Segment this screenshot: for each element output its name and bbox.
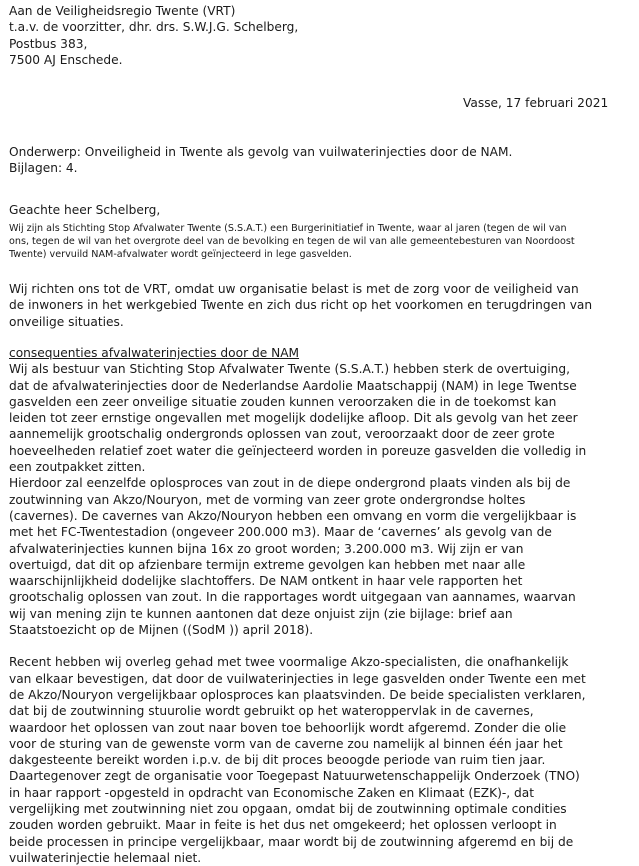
paragraph-spacer bbox=[9, 638, 635, 654]
paragraph-line: Wij als bestuur van Stichting Stop Afvalwater Twente (S.S.A.T.) hebben sterk de overtuiging, bbox=[9, 362, 570, 377]
paragraph-line: vergelijking met zoutwinning niet zou opgaan, omdat bij de zoutwinning optimale condities bbox=[9, 802, 567, 817]
paragraph-line: beide processen in principe vergelijkbaar, maar wordt bij de zoutwinning afgeremd en bij de bbox=[9, 834, 574, 849]
paragraph-line: dakgesteente bereikt worden i.p.v. de bij dit proces beoogde periode van ruim tien jaar. bbox=[9, 753, 546, 768]
paragraph-line: dat bij de zoutwinning stuurolie wordt gebruikt op het wateroppervlak in de cavernes, bbox=[9, 704, 534, 719]
paragraph-line: waardoor het oplossen van zout naar boven toe behoorlijk wordt afgeremd. Zonder die olie bbox=[9, 720, 567, 735]
paragraph-line: onveilige situaties. bbox=[9, 314, 124, 329]
paragraph-line: waarschijnlijkheid dodelijke slachtoffers. De NAM ontkent in haar vele rapporten het bbox=[9, 574, 523, 589]
paragraph-line: vuilwaterinjectie helemaal niet. bbox=[9, 850, 202, 865]
paragraph-line: voor de sturing van de gewenste vorm van de caverne zou namelijk al binnen één jaar het bbox=[9, 736, 563, 751]
paragraph-line: leiden tot zeer ernstige ongevallen met mogelijk dodelijke afloop. Dit als gevolg van het zeer bbox=[9, 411, 578, 426]
purpose-paragraph bbox=[9, 281, 633, 330]
paragraph-specialisten bbox=[9, 654, 635, 866]
paragraph-line: Daartegenover zegt de organisatie voor Toegepast Natuurwetenschappelijk Onderzoek (TNO) bbox=[9, 769, 580, 784]
letter-date: Vasse, 17 februari 2021 bbox=[463, 96, 609, 110]
paragraph-line: dat de afvalwaterinjecties door de Nederlandse Aardolie Maatschappij (NAM) in lege Twentse bbox=[9, 378, 577, 393]
paragraph-line: Recent hebben wij overleg gehad met twee voormalige Akzo-specialisten, die onafhankelijk bbox=[9, 655, 569, 670]
subject-block bbox=[9, 145, 512, 176]
paragraph-line: afvalwaterinjecties kunnen bijna 16x zo groot worden; 3.200.000 m3. Wij zijn er van bbox=[9, 541, 524, 556]
recipient-line-4: 7500 AJ Enschede. bbox=[9, 53, 123, 68]
intro-line: ons, tegen de wil van het overgrote deel van de bevolking en tegen de wil van alle gemeentebesturen van Noordoost bbox=[9, 236, 575, 248]
recipient-line-1: Aan de Veiligheidsregio Twente (VRT) bbox=[9, 4, 236, 18]
paragraph-line: overtuigd, dat dit op afzienbare termijn extreme gevolgen kan hebben met naar alle bbox=[9, 557, 526, 572]
intro-line: Twente) vervuild NAM-afvalwater wordt geïnjecteerd in lege gasvelden. bbox=[9, 249, 352, 261]
paragraph-overtuiging bbox=[9, 361, 635, 475]
paragraph-line: de inwoners in het werkgebied Twente en zich dus richt op het voorkomen en terugdringen van bbox=[9, 298, 593, 313]
paragraph-line: met het FC-Twentestadion (ongeveer 200.000 m3). Maar de ‘cavernes’ als gevolg van de bbox=[9, 525, 552, 540]
section-heading: consequenties afvalwaterinjecties door de NAM bbox=[9, 346, 300, 360]
paragraph-line: grootschalig oplossen van zout. In die rapportages wordt uitgegaan van aannames, waarvan bbox=[9, 590, 576, 605]
paragraph-line: wij van mening zijn te kunnen aantonen dat deze onjuist zijn (zie bijlage: brief aan bbox=[9, 606, 513, 621]
consequences-section bbox=[9, 345, 635, 866]
paragraph-line: in haar rapport -opgesteld in opdracht van Economische Zaken en Klimaat (EZK)-, dat bbox=[9, 785, 535, 800]
paragraph-line: (cavernes). De cavernes van Akzo/Nouryon hebben een omvang en vorm die vergelijkbaar is bbox=[9, 508, 577, 523]
attachments-line: Bijlagen: 4. bbox=[9, 160, 78, 175]
paragraph-line: de Akzo/Nouryon vergelijkbaar oplosproces kan plaatsvinden. De beide specialisten verklaren, bbox=[9, 687, 586, 702]
intro-line: Wij zijn als Stichting Stop Afvalwater Twente (S.S.A.T.) een Burgerinitiatief in Twente, waar al jaren (tegen de wil van bbox=[9, 223, 567, 234]
recipient-line-3: Postbus 383, bbox=[9, 36, 88, 51]
paragraph-line: zouden worden gebruikt. Maar in feite is het dus net omgekeerd; het oplossen verloopt in bbox=[9, 818, 557, 833]
subject-line: Onderwerp: Onveiligheid in Twente als gevolg van vuilwaterinjecties door de NAM. bbox=[9, 145, 513, 159]
paragraph-line: een zoutpakket zitten. bbox=[9, 460, 146, 475]
paragraph-line: zoutwinning van Akzo/Nouryon, met de vorming van zeer grote ondergrondse holtes bbox=[9, 492, 526, 507]
paragraph-line: hoeveelheden relatief zoet water die geïnjecteerd worden in poreuze gasvelden die volledig in bbox=[9, 443, 587, 458]
intro-paragraph bbox=[9, 222, 625, 262]
paragraph-line: Hierdoor zal eenzelfde oplosproces van zout in de diepe ondergrond plaats vinden als bij de bbox=[9, 476, 571, 491]
paragraph-line: Wij richten ons tot de VRT, omdat uw organisatie belast is met de zorg voor de veiligheid van bbox=[9, 282, 579, 296]
salutation: Geachte heer Schelberg, bbox=[9, 203, 161, 217]
paragraph-oplosproces bbox=[9, 475, 635, 638]
recipient-line-2: t.a.v. de voorzitter, dhr. drs. S.W.J.G. Schelberg, bbox=[9, 20, 299, 35]
paragraph-line: van elkaar bevestigen, dat door de vuilwaterinjecties in lege gasvelden onder Twente een met bbox=[9, 671, 586, 686]
recipient-address bbox=[9, 3, 298, 69]
paragraph-line: aannemelijk grootschalig ondergronds oplossen van zout, veroorzaakt door de zeer grote bbox=[9, 427, 555, 442]
paragraph-line: Staatstoezicht op de Mijnen ((SodM )) april 2018). bbox=[9, 623, 314, 638]
paragraph-line: gasvelden een zeer onveilige situatie zouden kunnen veroorzaken die in de toekomst kan bbox=[9, 394, 557, 409]
